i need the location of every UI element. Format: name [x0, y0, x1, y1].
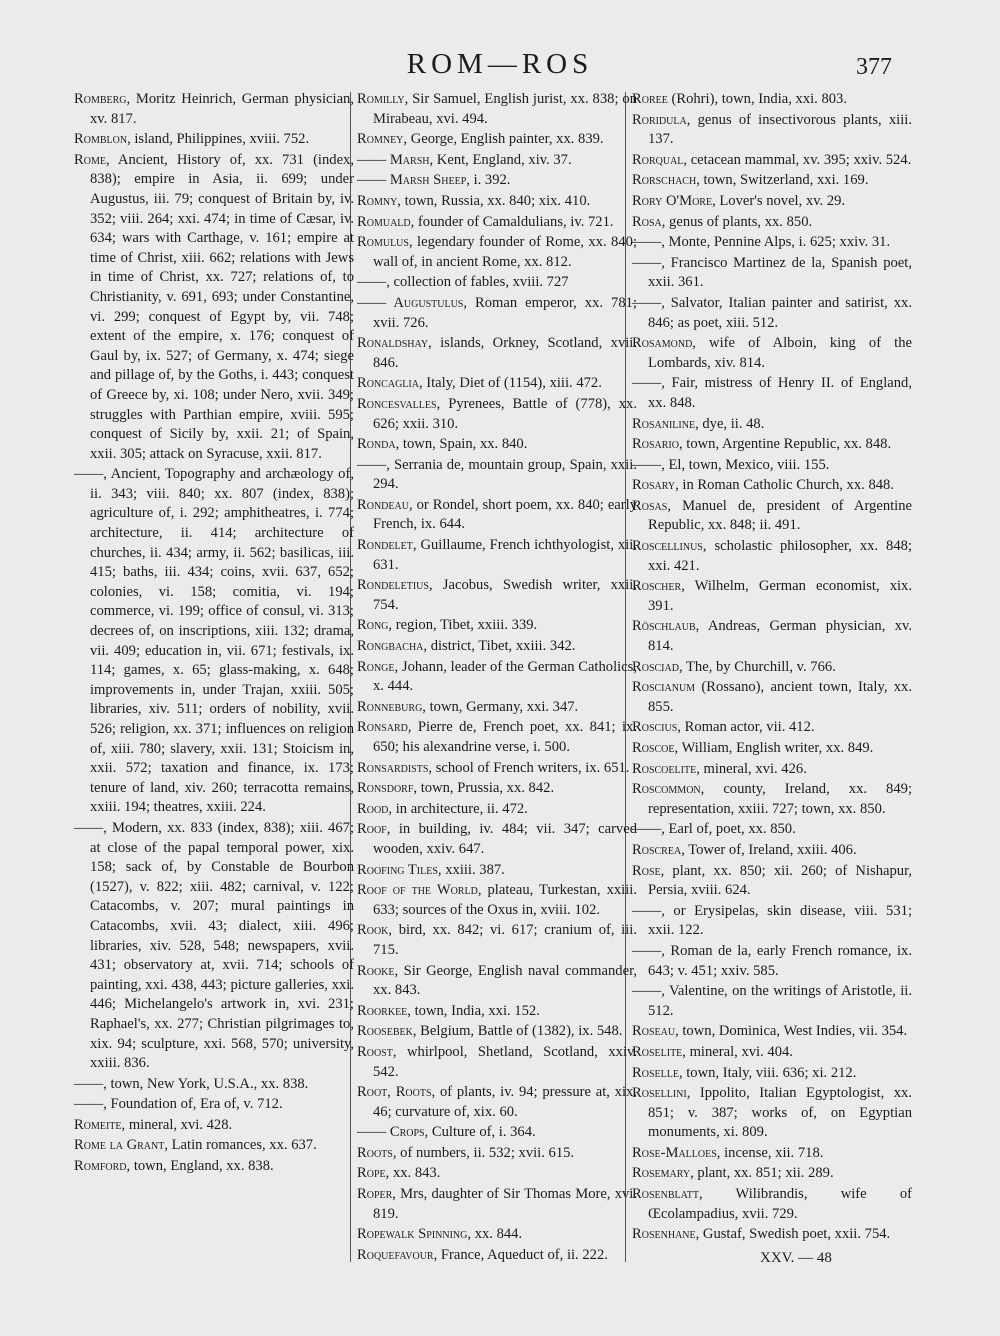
index-entry: [357, 1185, 637, 1224]
index-entry: [632, 1043, 912, 1063]
entry-text: , district, Tibet, xxiii. 342.: [423, 638, 576, 655]
index-entry: [357, 90, 637, 129]
entry-headword: Rook: [357, 922, 389, 939]
index-entry: [632, 1084, 912, 1143]
index-entry: [357, 273, 637, 293]
entry-text: , region, Tibet, xxiii. 339.: [388, 617, 538, 634]
entry-text: , founder of Camaldulians, iv. 721.: [410, 213, 614, 230]
entry-text: , school of French writers, ix. 651.: [428, 759, 630, 776]
running-title: ROM—ROS: [406, 48, 594, 80]
index-entry: [632, 456, 912, 476]
page-number: 377: [856, 54, 892, 80]
index-entry: [357, 1043, 637, 1082]
index-entry: [357, 881, 637, 920]
index-entry: [357, 962, 637, 1001]
index-entry: [357, 233, 637, 272]
entry-headword: Roscher: [632, 578, 682, 595]
entry-text: , Sir George, English naval commander, xx. 843.: [373, 962, 637, 999]
index-entry: [632, 902, 912, 941]
entry-headword: Roseau: [632, 1023, 676, 1040]
index-entry: [357, 1022, 637, 1042]
entry-headword: Rose-Malloes: [632, 1144, 717, 1161]
entry-text: ——, Ancient, Topography and archæology of, ii. 343; viii. 840; xx. 807 (index, 838); agriculture of, i. 292; amphitheatres, i. 774; architecture, ii. 414; architecture of churches, ii. 434; army, ii. 562; basilicas, iii. 415; baths, iii. 434; coins, xvii. 637, 652; colonies, vi. 158; comitia, vi. 194; commerce, vi. 199; office of consul, vi. 313; decrees of, on inscriptions, xiii. 132; drama, vii. 409; education in, vii. 671; festivals, ix. 114; games, x. 65; glass-making, x. 648; improvements in, under Trajan, xxiii. 505; libraries, xiv. 511; orders of nobility, xvii. 526; religion, xx. 371; influences on religion of, xiii. 780; slavery, xxii. 131; Stoicism in, xxii. 572; taxation and finance, ix. 173; tenure of land, xiv. 260; terracotta remains, xxiii. 194; theatres, xxiii. 224.: [74, 466, 354, 816]
entry-text: , Andreas, German physician, xv. 814.: [648, 618, 912, 655]
entry-text: , Lover's novel, xv. 29.: [712, 192, 846, 209]
index-entry: [357, 496, 637, 535]
entry-text: , county, Ireland, xx. 849; representation, xxiii. 727; town, xx. 850.: [648, 781, 912, 817]
entry-text: , islands, Orkney, Scotland, xvii. 846.: [373, 335, 637, 371]
entry-text: , town, Switzerland, xxi. 169.: [696, 172, 869, 189]
entry-text: , dye, ii. 48.: [695, 415, 765, 432]
entry-text: , Belgium, Battle of (1382), ix. 548.: [412, 1023, 623, 1040]
entry-headword: Roost: [357, 1043, 393, 1060]
entry-text: , Ancient, History of, xx. 731 (index, 838); empire in Asia, ii. 699; under Augustus, iii. 79; conquest of Britain by, iv. 352; viii. 264; xxi. 474; in time of Cæsar, iv. 634; wars with Carthage, v. 161; empire at time of Christ, xiii. 662; relations with Jews in time of Christ, xx. 727; relations of, to Christianity, v. 691, 693; under Constantine, vi. 299; conquest of Egypt by, vii. 748; extent of the empire, x. 176; conquest of Gaul by, ix. 527; of Germany, x. 474; siege and pillage of, by the Goths, i. 443; conquest of Greece by, xi. 108; under Nero, xvii. 349; struggles with Parthian empire, xviii. 595; conquest of Sicily by, xxii. 21; of Spain, xxii. 305; attack on Syracuse, xxii. 817.: [90, 151, 354, 462]
entry-text: , Roman actor, vii. 412.: [677, 719, 815, 736]
index-column-3: [632, 90, 912, 1246]
entry-text: , mineral, xvi. 426.: [696, 760, 807, 777]
entry-text: ——, or Erysipelas, skin disease, viii. 531; xxii. 122.: [632, 902, 912, 939]
entry-text: , or Rondel, short poem, xx. 840; early French, ix. 644.: [373, 496, 637, 533]
entry-headword: Rosa: [632, 213, 662, 230]
entry-headword: —— Marsh Sheep: [357, 172, 467, 189]
entry-headword: Rosaniline: [632, 415, 696, 432]
entry-headword: Rosenblatt: [632, 1186, 699, 1203]
entry-text: ——, town, New York, U.S.A., xx. 838.: [74, 1075, 309, 1092]
entry-headword: Rorqual: [632, 151, 684, 168]
entry-text: , Pyrenees, Battle of (778), xx. 626; xxii. 310.: [373, 395, 637, 432]
entry-text: , xxiii. 387.: [437, 861, 505, 878]
entry-text: , genus of insectivorous plants, xiii. 137.: [648, 111, 912, 148]
entry-headword: Roridula: [632, 111, 687, 128]
index-entry: [632, 718, 912, 738]
entry-text: , Johann, leader of the German Catholics, x. 444.: [373, 658, 637, 695]
index-entry: [357, 759, 637, 779]
index-entry: [357, 861, 637, 881]
entry-text: , in building, iv. 484; vii. 347; carved wooden, xxiv. 647.: [373, 821, 637, 857]
entry-text: , of plants, iv. 94; pressure at, xix. 46; curvature of, xix. 60.: [373, 1084, 637, 1120]
index-entry: [357, 130, 637, 150]
entry-text: , in Roman Catholic Church, xx. 848.: [675, 477, 894, 494]
entry-text: , town, Spain, xx. 840.: [395, 436, 528, 453]
entry-text: , in architecture, ii. 472.: [388, 800, 528, 817]
entry-headword: Roscellinus: [632, 538, 703, 555]
index-entry: [632, 1164, 912, 1184]
entry-headword: Rosas: [632, 497, 668, 514]
entry-headword: Ronda: [357, 436, 396, 453]
index-entry: [632, 1022, 912, 1042]
index-entry: [632, 435, 912, 455]
index-entry: [632, 233, 912, 253]
entry-headword: Rosciad: [632, 658, 679, 675]
index-entry: [632, 577, 912, 616]
index-entry: [357, 1123, 637, 1143]
entry-text: , William, English writer, xx. 849.: [674, 740, 874, 756]
entry-headword: Roscius: [632, 719, 678, 736]
entry-text: , France, Aqueduct of, ii. 222.: [433, 1246, 608, 1263]
index-column-2: [357, 90, 637, 1266]
entry-headword: Roscrea: [632, 841, 682, 858]
entry-headword: Roree: [632, 91, 668, 107]
entry-headword: Rosellini: [632, 1085, 687, 1102]
index-entry: [632, 862, 912, 901]
entry-text: , town, England, xx. 838.: [126, 1158, 274, 1175]
index-entry: [357, 1144, 637, 1164]
entry-headword: Roquefavour: [357, 1246, 434, 1263]
entry-text: , Ippolito, Italian Egyptologist, xx. 851; v. 387; works of, on Egyptian monuments, xi. 809.: [648, 1085, 912, 1141]
index-column-1: [74, 90, 354, 1178]
index-entry: [632, 254, 912, 293]
entry-headword: Roncaglia: [357, 375, 419, 392]
entry-text: , town, Prussia, xx. 842.: [413, 780, 555, 797]
index-entry: [357, 1002, 637, 1022]
index-entry: [357, 1225, 637, 1245]
index-entry: [357, 820, 637, 859]
index-entry: [357, 921, 637, 960]
entry-text: , town, Dominica, West Indies, vii. 354.: [675, 1023, 908, 1040]
index-entry: [632, 171, 912, 191]
entry-text: ——, Modern, xx. 833 (index, 838); xiii. 467; at close of the papal temporal power, xix. 158; sack of, by Constable de Bourbon (1527), v. 822; xiii. 482; carnival, v. 122; Catacombs, v. 207; mural paintings in Catacombs, xvii. 43; dialect, xiii. 496; libraries, xiv. 528, 548; newspapers, xvii. 431; observatory at, xvii. 714; schools of painting, xxi. 438, 443; picture galleries, xxi. 446; Michelangelo's artwork in, xvi. 231; Raphael's, xx. 277; Christian pilgrimages to, xix. 94; sculpture, xxi. 568, 570; university, xxiii. 836.: [74, 819, 354, 1072]
entry-headword: Rood: [357, 800, 389, 817]
entry-headword: Roosebek: [357, 1023, 413, 1040]
entry-headword: Rosamond: [632, 335, 693, 352]
index-entry: [357, 1164, 637, 1184]
entry-headword: Rondelet: [357, 537, 413, 554]
entry-text: , Pierre de, French poet, xx. 841; ix. 650; his alexandrine verse, i. 500.: [373, 719, 637, 755]
entry-text: , The, by Churchill, v. 766.: [678, 658, 836, 675]
entry-headword: Roselite: [632, 1043, 683, 1060]
index-entry: [632, 780, 912, 819]
entry-headword: Röschlaub: [632, 618, 696, 635]
index-entry: [632, 760, 912, 780]
index-entry: [357, 616, 637, 636]
entry-text: , Moritz Heinrich, German physician, xv. 817.: [90, 91, 354, 127]
index-entry: [357, 658, 637, 697]
index-entry: [357, 151, 637, 171]
entry-text: , Wilibrandis, wife of Œcolampadius, xvii. 729.: [648, 1186, 912, 1222]
entry-headword: Rosario: [632, 436, 679, 453]
index-entry: [357, 395, 637, 434]
entry-text: ——, Roman de la, early French romance, ix. 643; v. 451; xxiv. 585.: [632, 942, 912, 979]
entry-headword: Rondeau: [357, 496, 409, 513]
entry-text: , xx. 844.: [467, 1226, 523, 1243]
index-entry: [632, 213, 912, 233]
entry-text: , Wilhelm, German economist, xix. 391.: [648, 578, 912, 614]
entry-headword: Ronsardists: [357, 759, 429, 776]
entry-text: , town, Argentine Republic, xx. 848.: [678, 436, 892, 453]
entry-text: ——, El, town, Mexico, viii. 155.: [632, 456, 830, 473]
index-entry: [357, 192, 637, 212]
entry-headword: —— Crops: [357, 1124, 425, 1141]
entry-text: , i. 392.: [466, 172, 511, 189]
index-entry: [357, 637, 637, 657]
index-entry: [357, 718, 637, 757]
entry-text: , plant, xx. 851; xii. 289.: [690, 1165, 834, 1182]
signature-mark: XXV. — 48: [760, 1250, 832, 1266]
entry-headword: Romblon: [74, 131, 128, 148]
entry-headword: Rome la Grant: [74, 1137, 165, 1154]
index-entry: [357, 576, 637, 615]
entry-text: , genus of plants, xx. 850.: [661, 213, 813, 230]
entry-headword: Rooke: [357, 962, 395, 979]
entry-headword: Roscommon: [632, 781, 701, 798]
index-entry: [632, 151, 912, 171]
entry-text: , wife of Alboin, king of the Lombards, xiv. 814.: [648, 335, 912, 371]
entry-text: ——, Salvator, Italian painter and satirist, xx. 846; as poet, xiii. 512.: [632, 294, 912, 331]
entry-headword: Ropewalk Spinning: [357, 1226, 468, 1243]
index-entry: [357, 800, 637, 820]
entry-text: , scholastic philosopher, xx. 848; xxi. 421.: [648, 538, 912, 574]
index-entry: [357, 334, 637, 373]
entry-text: , town, India, xxi. 152.: [407, 1002, 540, 1019]
index-entry: [632, 374, 912, 413]
entry-text: , mineral, xvi. 428.: [121, 1116, 233, 1133]
entry-text: , Mrs, daughter of Sir Thomas More, xvi. 819.: [373, 1186, 637, 1222]
entry-text: (Rossano), ancient town, Italy, xx. 855.: [648, 679, 912, 715]
entry-text: , bird, xx. 842; vi. 617; cranium of, iii. 715.: [373, 922, 637, 958]
entry-headword: Romford: [74, 1158, 127, 1175]
index-entry: [357, 779, 637, 799]
entry-text: ——, Fair, mistress of Henry II. of England, xx. 848.: [632, 375, 912, 411]
index-entry: [632, 820, 912, 840]
index-entry: [357, 213, 637, 233]
entry-headword: Romilly: [357, 91, 405, 107]
index-entry: [357, 171, 637, 191]
entry-text: , cetacean mammal, xv. 395; xxiv. 524.: [683, 151, 912, 168]
entry-text: , mineral, xvi. 404.: [682, 1043, 793, 1060]
entry-text: , Sir Samuel, English jurist, xx. 838; on Mirabeau, xvi. 494.: [373, 91, 637, 127]
entry-headword: Roorkee: [357, 1002, 408, 1019]
entry-text: , whirlpool, Shetland, Scotland, xxiv. 542.: [373, 1043, 637, 1080]
entry-text: , George, English painter, xx. 839.: [403, 131, 604, 148]
entry-headword: Root, Roots: [357, 1084, 432, 1101]
index-entry: [632, 1144, 912, 1164]
entry-text: , xx. 843.: [385, 1165, 441, 1182]
index-entry: [357, 1246, 637, 1266]
entry-headword: Roscoe: [632, 740, 675, 756]
entry-text: , Tower of, Ireland, xxiii. 406.: [681, 841, 857, 858]
index-entry: [632, 617, 912, 656]
entry-headword: Rose: [632, 862, 661, 879]
entry-text: , Latin romances, xx. 637.: [164, 1137, 317, 1154]
index-entry: [632, 294, 912, 333]
entry-text: ——, collection of fables, xviii. 727: [357, 274, 569, 291]
index-entry: [632, 678, 912, 717]
index-entry: [357, 1083, 637, 1122]
entry-text: ——, Valentine, on the writings of Aristotle, ii. 512.: [632, 983, 912, 1019]
entry-headword: Rosemary: [632, 1165, 691, 1182]
index-entry: [632, 415, 912, 435]
index-entry: [632, 192, 912, 212]
index-entry: [632, 334, 912, 373]
index-entry: [632, 739, 912, 759]
entry-headword: Romuald: [357, 213, 411, 230]
entry-text: , Manuel de, president of Argentine Republic, xx. 848; ii. 491.: [648, 497, 912, 534]
index-entry: [632, 841, 912, 861]
entry-headword: Ronsdorf: [357, 780, 414, 797]
entry-text: ——, Earl of, poet, xx. 850.: [632, 821, 796, 838]
index-entry: [74, 465, 354, 818]
entry-text: , Culture of, i. 364.: [424, 1124, 536, 1141]
index-entry: [357, 374, 637, 394]
entry-headword: Romeite: [74, 1116, 122, 1133]
entry-text: ——, Monte, Pennine Alps, i. 625; xxiv. 31.: [632, 234, 891, 251]
index-entry: [74, 1157, 354, 1177]
entry-headword: Roots: [357, 1144, 393, 1161]
index-entry: [74, 130, 354, 150]
index-entry: [632, 1064, 912, 1084]
entry-text: , plateau, Turkestan, xxiii. 633; sources of the Oxus in, xviii. 102.: [373, 882, 637, 918]
entry-headword: Rong: [357, 617, 389, 634]
entry-text: , of numbers, ii. 532; xvii. 615.: [392, 1144, 575, 1161]
entry-headword: —— Augustulus: [357, 294, 464, 311]
index-entry: [74, 819, 354, 1074]
entry-headword: Roof: [357, 821, 387, 838]
index-entry: [632, 942, 912, 981]
entry-headword: Rope: [357, 1165, 386, 1182]
entry-headword: Rome: [74, 151, 106, 168]
entry-text: ——, Francisco Martinez de la, Spanish poet, xxii. 361.: [632, 254, 912, 291]
index-entry: [74, 1116, 354, 1136]
entry-headword: Ronsard: [357, 719, 408, 736]
entry-text: , Guillaume, French ichthyologist, xii. 631.: [373, 537, 637, 573]
entry-headword: Rongbacha: [357, 638, 424, 655]
entry-headword: Roscoelite: [632, 760, 697, 777]
entry-headword: Ronaldshay: [357, 335, 429, 352]
entry-text: , incense, xii. 718.: [716, 1144, 824, 1161]
entry-text: (Rohri), town, India, xxi. 803.: [667, 91, 848, 107]
entry-headword: Rorschach: [632, 172, 697, 189]
entry-text: , plant, xx. 850; xii. 260; of Nishapur, Persia, xviii. 624.: [648, 862, 912, 899]
entry-headword: —— Marsh: [357, 151, 430, 168]
entry-text: , town, Italy, viii. 636; xi. 212.: [678, 1064, 857, 1081]
index-entry: [632, 1225, 912, 1245]
page-header: [0, 48, 1000, 88]
index-entry: [632, 90, 912, 110]
entry-text: ——, Foundation of, Era of, v. 712.: [74, 1096, 283, 1113]
index-entry: [357, 294, 637, 333]
entry-headword: Roofing Tiles: [357, 861, 438, 878]
entry-headword: Romberg: [74, 91, 127, 107]
entry-headword: Roncesvalles: [357, 395, 437, 412]
index-entry: [357, 536, 637, 575]
index-entry: [632, 476, 912, 496]
entry-text: ——, Serrania de, mountain group, Spain, xxii. 294.: [357, 456, 637, 493]
entry-headword: Roper: [357, 1186, 393, 1203]
index-entry: [74, 1075, 354, 1095]
entry-text: , town, Russia, xx. 840; xix. 410.: [397, 192, 591, 209]
entry-text: , island, Philippines, xviii. 752.: [127, 131, 310, 148]
entry-text: , Gustaf, Swedish poet, xxii. 754.: [695, 1226, 891, 1243]
entry-headword: Romulus: [357, 234, 409, 251]
entry-headword: Roof of the World: [357, 882, 478, 899]
entry-headword: Rosary: [632, 477, 676, 494]
entry-headword: Ronneburg: [357, 698, 423, 715]
index-entry: [632, 497, 912, 536]
index-entry: [632, 658, 912, 678]
index-entry: [357, 698, 637, 718]
entry-text: , legendary founder of Rome, xx. 840; wall of, in ancient Rome, xx. 812.: [373, 234, 637, 270]
index-entry: [74, 1095, 354, 1115]
entry-headword: Rory O'More: [632, 192, 713, 209]
index-entry: [357, 456, 637, 495]
entry-headword: Rondeletius: [357, 577, 429, 594]
entry-headword: Rosenhane: [632, 1226, 696, 1243]
entry-text: , Roman emperor, xx. 781; xvii. 726.: [373, 294, 637, 331]
index-entry: [632, 537, 912, 576]
index-entry: [632, 1185, 912, 1224]
entry-headword: Romny: [357, 192, 398, 209]
index-entry: [632, 982, 912, 1021]
index-entry: [74, 90, 354, 129]
entry-headword: Roscianum: [632, 679, 696, 696]
index-entry: [632, 111, 912, 150]
index-entry: [74, 1136, 354, 1156]
index-entry: [357, 435, 637, 455]
entry-text: , Kent, England, xiv. 37.: [429, 151, 572, 168]
entry-headword: Romney: [357, 131, 404, 148]
entry-text: , Jacobus, Swedish writer, xxii. 754.: [373, 577, 637, 613]
entry-text: , town, Germany, xxi. 347.: [422, 698, 579, 715]
index-entry: [74, 151, 354, 465]
entry-headword: Roselle: [632, 1064, 679, 1081]
entry-text: , Italy, Diet of (1154), xiii. 472.: [418, 375, 602, 392]
entry-headword: Ronge: [357, 658, 395, 675]
